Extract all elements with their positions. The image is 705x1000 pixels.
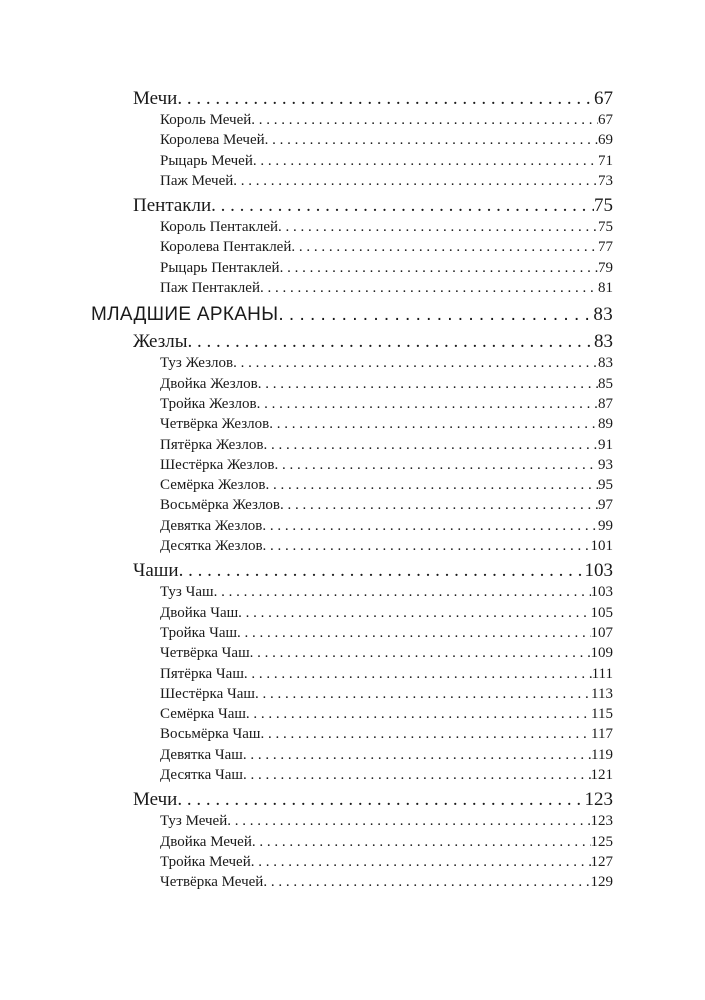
dot-leader: [275, 455, 598, 475]
toc-entry-page-number: 103: [584, 560, 613, 582]
dot-leader: [243, 745, 591, 765]
toc-entry-title: Восьмёрка Жезлов: [160, 497, 281, 514]
toc-entry-page-number: 129: [590, 874, 613, 891]
toc-entry[interactable]: [160, 455, 613, 475]
toc-entry[interactable]: [160, 394, 613, 414]
toc-entry-page-number: 97: [598, 497, 613, 514]
dot-leader: [280, 258, 598, 278]
toc-entry-title: Мечи: [133, 88, 178, 109]
dot-leader: [237, 623, 590, 643]
toc-entry-title: Королева Мечей: [160, 132, 265, 149]
toc-entry-title: Паж Пентаклей: [160, 280, 260, 297]
toc-entry[interactable]: [160, 217, 613, 237]
toc-entry[interactable]: [160, 516, 613, 536]
dot-leader: [179, 560, 585, 582]
toc-entry-page-number: 99: [598, 517, 613, 534]
toc-entry-page-number: 83: [593, 304, 613, 326]
toc-entry-page-number: 101: [590, 538, 613, 555]
toc-entry-title: Пентакли: [133, 195, 212, 217]
dot-leader: [244, 664, 592, 684]
dot-leader: [251, 852, 591, 872]
toc-entry-title: Мечи: [133, 789, 178, 811]
toc-entry-page-number: 127: [590, 853, 613, 870]
toc-entry[interactable]: [160, 278, 613, 298]
toc-section-heading[interactable]: [133, 331, 613, 353]
dot-leader: [265, 475, 598, 495]
toc-entry[interactable]: [160, 582, 613, 602]
toc-entry-title: Рыцарь Мечей: [160, 152, 253, 169]
toc-entry[interactable]: [160, 724, 613, 744]
toc-entry[interactable]: [160, 258, 613, 278]
toc-entry-title: Королева Пентаклей: [160, 239, 292, 256]
toc-entry-page-number: 105: [590, 604, 613, 621]
toc-entry-title: Четвёрка Жезлов: [160, 416, 270, 433]
toc-entry[interactable]: [160, 872, 613, 892]
toc-entry[interactable]: [160, 623, 613, 643]
toc-entry-page-number: 75: [594, 195, 613, 217]
dot-leader: [260, 278, 598, 298]
toc-entry-title: Паж Мечей: [160, 172, 234, 189]
toc-entry-title: Пятёрка Чаш: [160, 665, 244, 682]
toc-entry-page-number: 107: [590, 624, 613, 641]
toc-entry-title: Четвёрка Мечей: [160, 874, 264, 891]
dot-leader: [291, 237, 598, 257]
dot-leader: [280, 495, 598, 515]
toc-entry[interactable]: [160, 495, 613, 515]
dot-leader: [252, 832, 591, 852]
toc-entry-title: Двойка Мечей: [160, 833, 252, 850]
toc-entry-page-number: 85: [598, 375, 613, 392]
toc-entry[interactable]: [160, 765, 613, 785]
dot-leader: [260, 724, 591, 744]
dot-leader: [255, 684, 591, 704]
toc-section-heading[interactable]: [133, 195, 613, 217]
toc-entry[interactable]: [160, 704, 613, 724]
toc-entry-page-number: 71: [598, 152, 613, 169]
toc-entry[interactable]: [160, 832, 613, 852]
toc-section-heading[interactable]: [133, 789, 613, 811]
toc-entry-title: Пятёрка Жезлов: [160, 436, 264, 453]
dot-leader: [251, 110, 598, 130]
toc-entry-page-number: 81: [598, 280, 613, 297]
dot-leader: [263, 435, 598, 455]
toc-entry-title: Жезлы: [133, 331, 188, 353]
dot-leader: [263, 872, 590, 892]
toc-entry[interactable]: [160, 374, 613, 394]
toc-entry[interactable]: [160, 811, 613, 831]
toc-entry-page-number: 119: [591, 746, 613, 763]
toc-entry-title: Двойка Чаш: [160, 604, 239, 621]
dot-leader: [233, 171, 598, 191]
toc-entry-page-number: 123: [584, 789, 613, 811]
toc-entry-title: Король Мечей: [160, 112, 252, 128]
dot-leader: [278, 217, 598, 237]
toc-entry-page-number: 117: [591, 726, 613, 743]
toc-part-heading[interactable]: [91, 303, 613, 327]
toc-entry[interactable]: [160, 151, 613, 171]
toc-entry-title: Восьмёрка Чаш: [160, 726, 261, 743]
toc-entry-title: Девятка Чаш: [160, 746, 243, 763]
dot-leader: [278, 303, 593, 327]
toc-entry-page-number: 113: [591, 685, 613, 702]
toc-entry-page-number: 83: [594, 331, 613, 353]
toc-entry-title: Четвёрка Чаш: [160, 645, 250, 662]
toc-entry[interactable]: [160, 237, 613, 257]
toc-entry-page-number: 73: [598, 172, 613, 189]
toc-entry-page-number: 91: [598, 436, 613, 453]
toc-entry-page-number: 103: [590, 584, 613, 601]
dot-leader: [187, 331, 594, 353]
toc-entry-title: Тройка Мечей: [160, 853, 251, 870]
table-of-contents: [0, 88, 705, 893]
toc-entry[interactable]: [160, 643, 613, 663]
toc-entry-page-number: 83: [598, 355, 613, 372]
toc-entry[interactable]: [160, 603, 613, 623]
toc-entry[interactable]: [160, 171, 613, 191]
toc-entry-title: Девятка Жезлов: [160, 517, 263, 534]
toc-entry-title: Туз Жезлов: [160, 355, 234, 372]
toc-entry-title: Семёрка Жезлов: [160, 477, 266, 494]
toc-entry[interactable]: [160, 852, 613, 872]
dot-leader: [263, 536, 591, 556]
toc-entry-page-number: 93: [598, 456, 613, 473]
dot-leader: [265, 130, 598, 150]
dot-leader: [262, 516, 598, 536]
dot-leader: [211, 195, 594, 217]
toc-entry-page-number: 125: [590, 833, 613, 850]
dot-leader: [250, 643, 591, 663]
toc-entry-title: Рыцарь Пентаклей: [160, 259, 280, 276]
dot-leader: [233, 353, 598, 373]
dot-leader: [258, 374, 598, 394]
toc-entry-page-number: 123: [590, 813, 613, 830]
toc-entry-title: Чаши: [133, 560, 179, 582]
toc-entry[interactable]: [160, 353, 613, 373]
toc-entry[interactable]: [160, 435, 613, 455]
dot-leader: [227, 811, 590, 831]
toc-section-heading[interactable]: [133, 88, 613, 110]
toc-entry[interactable]: [160, 414, 613, 434]
toc-entry-page-number: 95: [598, 477, 613, 494]
toc-entry-title: МЛАДШИЕ АРКАНЫ: [91, 304, 279, 326]
toc-entry-title: Шестёрка Жезлов: [160, 456, 275, 473]
toc-entry-page-number: 87: [598, 395, 613, 412]
toc-entry-page-number: 67: [598, 112, 613, 128]
toc-entry[interactable]: [160, 684, 613, 704]
toc-entry-title: Десятка Чаш: [160, 767, 243, 784]
toc-entry[interactable]: [160, 664, 613, 684]
toc-entry[interactable]: [160, 745, 613, 765]
dot-leader: [243, 765, 591, 785]
dot-leader: [253, 151, 598, 171]
toc-entry-page-number: 67: [594, 88, 613, 109]
dot-leader: [214, 582, 591, 602]
toc-entry-title: Король Пентаклей: [160, 219, 279, 236]
toc-entry[interactable]: [160, 536, 613, 556]
toc-entry-title: Десятка Жезлов: [160, 538, 263, 555]
toc-entry-page-number: 89: [598, 416, 613, 433]
dot-leader: [177, 88, 594, 110]
toc-entry-title: Туз Мечей: [160, 813, 228, 830]
toc-entry-page-number: 109: [590, 645, 613, 662]
toc-entry[interactable]: [160, 130, 613, 150]
dot-leader: [269, 414, 598, 434]
toc-entry-title: Шестёрка Чаш: [160, 685, 255, 702]
toc-entry-page-number: 77: [598, 239, 613, 256]
toc-section-heading[interactable]: [133, 560, 613, 582]
toc-entry-page-number: 79: [598, 259, 613, 276]
toc-entry-page-number: 115: [591, 706, 613, 723]
toc-entry[interactable]: [160, 110, 613, 130]
toc-entry-title: Тройка Чаш: [160, 624, 238, 641]
dot-leader: [238, 603, 590, 623]
toc-entry-page-number: 121: [590, 767, 613, 784]
toc-entry-page-number: 111: [591, 665, 613, 682]
toc-entry-title: Туз Чаш: [160, 584, 214, 601]
toc-entry-title: Семёрка Чаш: [160, 706, 246, 723]
toc-entry-title: Тройка Жезлов: [160, 395, 257, 412]
toc-entry-page-number: 75: [598, 219, 613, 236]
dot-leader: [177, 789, 584, 811]
dot-leader: [246, 704, 591, 724]
toc-entry[interactable]: [160, 475, 613, 495]
dot-leader: [257, 394, 598, 414]
toc-entry-page-number: 69: [598, 132, 613, 149]
toc-entry-title: Двойка Жезлов: [160, 375, 258, 392]
